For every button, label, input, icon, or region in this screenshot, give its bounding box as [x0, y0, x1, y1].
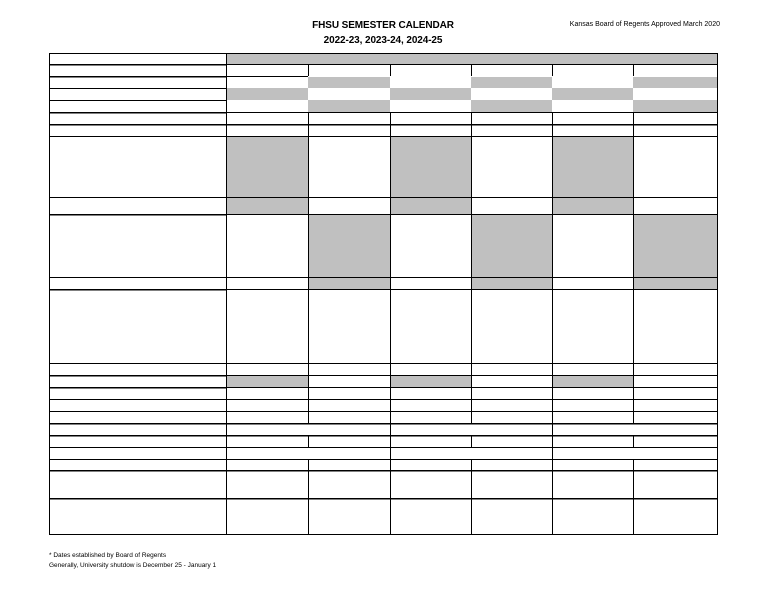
- shaded-block: [552, 136, 633, 214]
- footnotes: [49, 551, 216, 571]
- shaded-cell: [226, 376, 308, 387]
- shaded-cell: [633, 100, 718, 112]
- shaded-cell: [390, 88, 471, 100]
- footnote-shutdown: Generally, University shutdow is December 25 - January 1: [49, 562, 217, 569]
- shaded-cell: [390, 376, 471, 387]
- calendar-title: FHSU SEMESTER CALENDAR: [312, 20, 454, 31]
- shaded-block: [390, 136, 471, 214]
- shaded-cell: [633, 77, 718, 88]
- grid-lines: [49, 53, 718, 535]
- table-border: [50, 54, 718, 535]
- shaded-cell: [308, 77, 390, 88]
- shaded-cell: [471, 77, 552, 88]
- shaded-cell: [226, 88, 308, 100]
- shaded-header-band: [226, 53, 718, 64]
- approval-note: Kansas Board of Regents Approved March 2020: [569, 21, 720, 28]
- shaded-cell: [471, 100, 552, 112]
- shaded-block: [226, 136, 308, 214]
- shaded-cell: [552, 376, 633, 387]
- footnote-board-of-regents: * Dates established by Board of Regents: [49, 552, 167, 559]
- shaded-cell: [308, 100, 390, 112]
- shaded-cell: [552, 88, 633, 100]
- label-column-lines: [49, 65, 226, 388]
- calendar-years: 2022-23, 2023-24, 2024-25: [323, 35, 443, 46]
